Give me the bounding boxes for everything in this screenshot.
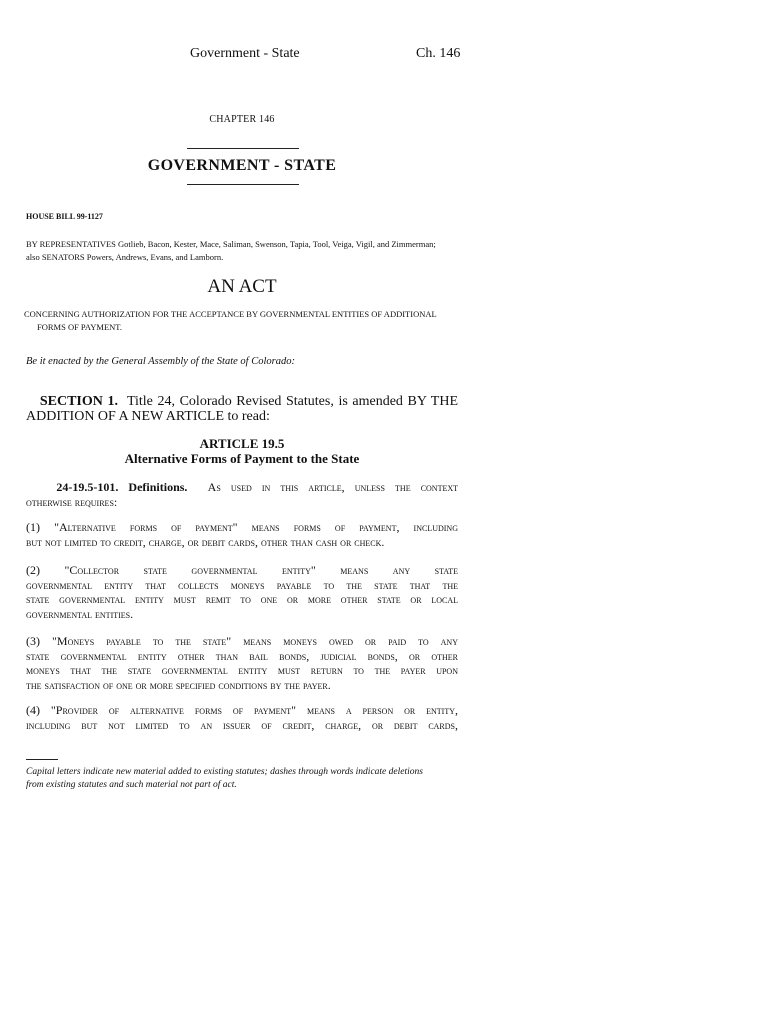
definition-paragraph-2 bbox=[26, 563, 458, 621]
sponsors-line: BY REPRESENTATIVES Gotlieb, Bacon, Kester, Mace, Saliman, Swenson, Tapia, Tool, Veiga, Vigil, and Zimmerman; bbox=[26, 239, 436, 249]
concerning-line: FORMS OF PAYMENT. bbox=[37, 322, 122, 332]
bill-sponsors bbox=[26, 238, 466, 264]
paragraph-line: including but not limited to an issuer of credit, charge, or debit cards, bbox=[26, 717, 458, 732]
footnote-line: from existing statutes and such material not part of act. bbox=[26, 780, 237, 790]
definitions-text: As used in this article, unless the context bbox=[207, 480, 459, 494]
article-number: ARTICLE 19.5 bbox=[199, 436, 285, 451]
paragraph-line: (3) "Moneys payable to the state" means moneys owed or paid to any bbox=[26, 634, 458, 648]
section-1-label: SECTION 1. bbox=[39, 394, 118, 409]
paragraph-line: state governmental entity must remit to one or more other state or local bbox=[26, 592, 458, 606]
footnote-line: Capital letters indicate new material added to existing statutes; dashes through words indicate deletions bbox=[26, 767, 423, 777]
definitions-line: otherwise requires: bbox=[26, 494, 118, 509]
enacting-clause: Be it enacted by the General Assembly of the State of Colorado: bbox=[26, 356, 295, 367]
running-head-chapter: Ch. 146 bbox=[416, 46, 461, 61]
paragraph-line: state governmental entity other than bail bonds, judicial bonds, or other bbox=[26, 648, 458, 663]
paragraph-line: but not limited to credit, charge, or debit cards, other than cash or check. bbox=[26, 534, 385, 549]
sponsors-line: also SENATORS Powers, Andrews, Evans, and Lamborn. bbox=[26, 252, 224, 262]
concerning-line: CONCERNING AUTHORIZATION FOR THE ACCEPTANCE BY GOVERNMENTAL ENTITIES OF ADDITIONAL bbox=[24, 309, 437, 319]
footnote bbox=[26, 766, 466, 792]
definition-paragraph-3 bbox=[26, 634, 458, 692]
section-1-text: Title 24, Colorado Revised Statutes, is amended BY THE bbox=[126, 394, 459, 409]
paragraph-line: governmental entity that collects moneys payable to the state that the bbox=[26, 577, 458, 592]
paragraph-line: governmental entities. bbox=[26, 606, 134, 621]
definitions-label: 24-19.5-101. Definitions. bbox=[56, 480, 188, 494]
paragraph-line: (4) "Provider of alternative forms of payment" means a person or entity, bbox=[26, 703, 458, 717]
chapter-title: GOVERNMENT - STATE bbox=[147, 157, 337, 174]
paragraph-line: the satisfaction of one or more specified conditions by the payer. bbox=[26, 677, 331, 692]
definition-paragraph-1 bbox=[26, 520, 458, 549]
section-1 bbox=[26, 394, 458, 424]
definitions-section bbox=[26, 480, 458, 509]
title-rule-top bbox=[187, 148, 299, 149]
footnote-rule bbox=[26, 759, 58, 760]
chapter-label: CHAPTER 146 bbox=[209, 114, 275, 125]
article-heading bbox=[0, 436, 484, 466]
definitions-line bbox=[26, 480, 458, 495]
act-title: AN ACT bbox=[207, 276, 277, 297]
title-rule-bottom bbox=[187, 184, 299, 185]
section-1-line: ADDITION OF A NEW ARTICLE to read: bbox=[26, 409, 270, 424]
paragraph-line: (1) "Alternative forms of payment" means forms of payment, including bbox=[26, 520, 458, 534]
paragraph-line: moneys that the state governmental entity must return to the payer upon bbox=[26, 663, 458, 677]
paragraph-line: (2) "Collector state governmental entity" means any state bbox=[26, 563, 458, 577]
bill-number: HOUSE BILL 99-1127 bbox=[26, 212, 103, 221]
article-title: Alternative Forms of Payment to the State bbox=[124, 451, 360, 466]
section-1-line bbox=[26, 394, 458, 409]
definition-paragraph-4 bbox=[26, 703, 458, 732]
running-head-title: Government - State bbox=[190, 46, 300, 61]
concerning-clause bbox=[24, 308, 464, 334]
